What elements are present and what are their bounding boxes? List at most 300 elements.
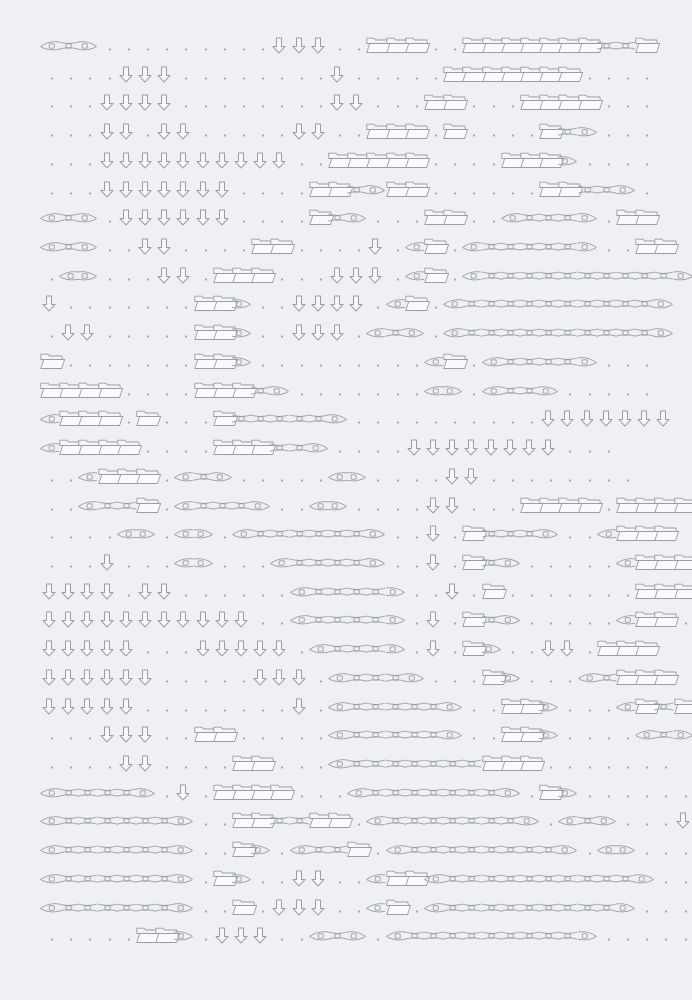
eye-center-icon	[578, 863, 597, 892]
floor-tile	[290, 777, 309, 806]
floor-tile	[270, 461, 289, 490]
floor-tile	[270, 202, 289, 231]
floor-tile	[520, 604, 539, 633]
floor-tile	[616, 777, 635, 806]
floor-tile	[194, 748, 213, 777]
eye-right-icon	[232, 863, 251, 892]
eye-center-icon	[290, 805, 309, 834]
eye-right-icon	[78, 231, 97, 260]
floor-tile	[59, 174, 78, 203]
floor-tile	[155, 748, 174, 777]
floor-tile	[155, 346, 174, 375]
eye-left-icon	[616, 604, 635, 633]
eye-center-icon	[328, 604, 347, 633]
arrow-down-icon	[59, 662, 78, 691]
arrow-down-icon	[539, 633, 558, 662]
folder-icon	[654, 231, 673, 260]
floor-tile	[462, 403, 481, 432]
floor-tile	[78, 748, 97, 777]
arrow-down-icon	[443, 432, 462, 461]
floor-tile	[232, 231, 251, 260]
folder-icon	[616, 633, 635, 662]
floor-tile	[251, 174, 270, 203]
folder-icon	[98, 461, 117, 490]
floor-tile	[635, 174, 654, 203]
eye-center-icon	[635, 317, 654, 346]
folder-icon	[232, 892, 251, 921]
eye-center-icon	[136, 805, 155, 834]
eye-center-icon	[136, 834, 155, 863]
floor-tile	[40, 174, 59, 203]
floor-tile	[328, 231, 347, 260]
floor-tile	[232, 59, 251, 88]
floor-tile	[597, 748, 616, 777]
eye-left-icon	[328, 719, 347, 748]
eye-center-icon	[59, 892, 78, 921]
eye-center-icon	[539, 834, 558, 863]
eye-center-icon	[443, 892, 462, 921]
arrow-down-icon	[194, 174, 213, 203]
eye-center-icon	[520, 317, 539, 346]
eye-center-icon	[405, 834, 424, 863]
floor-tile	[366, 403, 385, 432]
floor-tile	[194, 59, 213, 88]
eye-center-icon	[597, 662, 616, 691]
arrow-down-icon	[40, 604, 59, 633]
floor-tile	[155, 633, 174, 662]
arrow-down-icon	[98, 691, 117, 720]
floor-tile	[270, 719, 289, 748]
floor-tile	[347, 231, 366, 260]
floor-tile	[424, 576, 443, 605]
floor-tile	[501, 633, 520, 662]
floor-tile	[213, 748, 232, 777]
floor-tile	[578, 777, 597, 806]
floor-tile	[366, 87, 385, 116]
arrow-down-icon	[270, 145, 289, 174]
floor-tile	[424, 145, 443, 174]
eye-center-icon	[155, 863, 174, 892]
arrow-down-icon	[309, 892, 328, 921]
floor-tile	[98, 518, 117, 547]
eye-left-icon	[174, 547, 193, 576]
eye-left-icon	[40, 231, 59, 260]
floor-tile	[578, 375, 597, 404]
floor-tile	[328, 863, 347, 892]
floor-tile	[578, 748, 597, 777]
eye-left-icon	[366, 892, 385, 921]
folder-icon	[213, 432, 232, 461]
eye-center-icon	[78, 892, 97, 921]
floor-tile	[424, 288, 443, 317]
eye-center-icon	[558, 317, 577, 346]
floor-tile	[251, 317, 270, 346]
arrow-down-icon	[78, 576, 97, 605]
floor-tile	[462, 116, 481, 145]
floor-tile	[462, 87, 481, 116]
folder-icon	[520, 748, 539, 777]
arrow-down-icon	[59, 576, 78, 605]
arrow-down-icon	[155, 145, 174, 174]
floor-tile	[597, 202, 616, 231]
eye-center-icon	[117, 863, 136, 892]
floor-tile	[78, 174, 97, 203]
eye-left-icon	[174, 518, 193, 547]
eye-left-icon	[443, 317, 462, 346]
floor-tile	[443, 30, 462, 59]
folder-icon	[366, 116, 385, 145]
arrow-down-icon	[405, 432, 424, 461]
arrow-down-icon	[539, 403, 558, 432]
folder-icon	[558, 30, 577, 59]
arrow-down-icon	[40, 288, 59, 317]
floor-tile	[347, 432, 366, 461]
arrow-down-icon	[309, 30, 328, 59]
folder-icon	[674, 490, 692, 519]
floor-tile	[386, 547, 405, 576]
folder-icon	[194, 346, 213, 375]
floor-tile	[213, 691, 232, 720]
eye-center-icon	[347, 576, 366, 605]
folder-icon	[635, 662, 654, 691]
folder-icon	[654, 518, 673, 547]
folder-icon	[213, 375, 232, 404]
floor-tile	[347, 403, 366, 432]
arrow-down-icon	[290, 691, 309, 720]
arrow-down-icon	[98, 174, 117, 203]
floor-tile	[597, 691, 616, 720]
eye-right-icon	[616, 892, 635, 921]
floor-tile	[635, 748, 654, 777]
floor-tile	[59, 719, 78, 748]
eye-left-icon	[386, 834, 405, 863]
floor-tile	[40, 317, 59, 346]
floor-tile	[309, 145, 328, 174]
eye-center-icon	[309, 547, 328, 576]
floor-tile	[98, 346, 117, 375]
arrow-down-icon	[98, 87, 117, 116]
floor-tile	[520, 116, 539, 145]
floor-tile	[194, 834, 213, 863]
folder-icon	[520, 145, 539, 174]
eye-right-icon	[674, 719, 692, 748]
eye-left-icon	[40, 834, 59, 863]
floor-tile	[117, 30, 136, 59]
floor-tile	[251, 346, 270, 375]
arrow-down-icon	[136, 87, 155, 116]
eye-center-icon	[539, 920, 558, 949]
eye-center-icon	[59, 777, 78, 806]
floor-tile	[328, 116, 347, 145]
floor-tile	[251, 691, 270, 720]
eye-center-icon	[309, 834, 328, 863]
eye-center-icon	[270, 432, 289, 461]
eye-right-icon	[270, 375, 289, 404]
arrow-down-icon	[616, 403, 635, 432]
floor-tile	[117, 403, 136, 432]
folder-icon	[501, 691, 520, 720]
eye-center-icon	[520, 518, 539, 547]
eye-right-icon	[654, 288, 673, 317]
eye-center-icon	[98, 892, 117, 921]
eye-center-icon	[117, 777, 136, 806]
eye-right-icon	[136, 777, 155, 806]
floor-tile	[597, 116, 616, 145]
folder-icon	[405, 145, 424, 174]
floor-tile	[290, 87, 309, 116]
floor-tile	[251, 30, 270, 59]
folder-icon	[232, 748, 251, 777]
eye-right-icon	[539, 518, 558, 547]
floor-tile	[270, 260, 289, 289]
eye-center-icon	[558, 231, 577, 260]
floor-tile	[59, 490, 78, 519]
arrow-down-icon	[309, 288, 328, 317]
floor-tile	[386, 490, 405, 519]
eye-left-icon	[40, 403, 59, 432]
eye-center-icon	[501, 834, 520, 863]
eye-center-icon	[482, 260, 501, 289]
eye-center-icon	[462, 805, 481, 834]
floor-tile	[309, 231, 328, 260]
eye-center-icon	[78, 777, 97, 806]
eye-center-icon	[482, 547, 501, 576]
floor-tile	[674, 863, 692, 892]
folder-icon	[405, 863, 424, 892]
floor-tile	[405, 403, 424, 432]
floor-tile	[386, 461, 405, 490]
arrow-down-icon	[654, 403, 673, 432]
floor-tile	[232, 461, 251, 490]
floor-tile	[98, 920, 117, 949]
arrow-down-icon	[155, 202, 174, 231]
floor-tile	[616, 576, 635, 605]
eye-center-icon	[539, 260, 558, 289]
eye-center-icon	[482, 317, 501, 346]
floor-tile	[616, 145, 635, 174]
floor-tile	[578, 145, 597, 174]
floor-tile	[597, 920, 616, 949]
floor-tile	[616, 719, 635, 748]
eye-right-icon	[251, 834, 270, 863]
floor-tile	[462, 691, 481, 720]
eye-center-icon	[347, 518, 366, 547]
eye-center-icon	[578, 174, 597, 203]
eye-center-icon	[616, 863, 635, 892]
arrow-down-icon	[78, 604, 97, 633]
floor-tile	[213, 834, 232, 863]
floor-tile	[386, 202, 405, 231]
arrow-down-icon	[174, 604, 193, 633]
eye-center-icon	[213, 490, 232, 519]
floor-tile	[635, 892, 654, 921]
eye-center-icon	[501, 231, 520, 260]
eye-center-icon	[462, 317, 481, 346]
floor-tile	[443, 604, 462, 633]
eye-left-icon	[405, 231, 424, 260]
floor-tile	[155, 547, 174, 576]
eye-center-icon	[424, 719, 443, 748]
eye-center-icon	[501, 920, 520, 949]
eye-center-icon	[654, 691, 673, 720]
folder-icon	[232, 805, 251, 834]
floor-tile	[443, 145, 462, 174]
floor-tile	[328, 375, 347, 404]
eye-left-icon	[59, 260, 78, 289]
arrow-down-icon	[40, 633, 59, 662]
eye-center-icon	[520, 202, 539, 231]
floor-tile	[482, 174, 501, 203]
floor-tile	[405, 547, 424, 576]
eye-center-icon	[597, 288, 616, 317]
floor-tile	[635, 375, 654, 404]
eye-center-icon	[386, 662, 405, 691]
floor-tile	[635, 87, 654, 116]
folder-icon	[194, 288, 213, 317]
folder-icon	[501, 145, 520, 174]
eye-right-icon	[578, 202, 597, 231]
eye-right-icon	[78, 260, 97, 289]
floor-tile	[501, 461, 520, 490]
folder-icon	[136, 403, 155, 432]
arrow-down-icon	[194, 604, 213, 633]
floor-tile	[366, 375, 385, 404]
eye-right-icon	[194, 547, 213, 576]
arrow-down-icon	[78, 662, 97, 691]
eye-center-icon	[117, 892, 136, 921]
folder-icon	[501, 30, 520, 59]
eye-right-icon	[174, 920, 193, 949]
floor-tile	[251, 87, 270, 116]
folder-icon	[443, 116, 462, 145]
eye-right-icon	[232, 288, 251, 317]
folder-icon	[462, 30, 481, 59]
eye-left-icon	[366, 863, 385, 892]
floor-tile	[117, 920, 136, 949]
eye-center-icon	[597, 892, 616, 921]
arrow-down-icon	[558, 633, 577, 662]
floor-tile	[136, 432, 155, 461]
floor-tile	[578, 432, 597, 461]
floor-tile	[270, 748, 289, 777]
eye-left-icon	[40, 805, 59, 834]
eye-right-icon	[347, 461, 366, 490]
arrow-down-icon	[174, 116, 193, 145]
eye-center-icon	[501, 260, 520, 289]
floor-tile	[443, 662, 462, 691]
floor-tile	[40, 920, 59, 949]
eye-right-icon	[174, 863, 193, 892]
folder-icon	[405, 30, 424, 59]
arrow-down-icon	[59, 691, 78, 720]
floor-tile	[328, 432, 347, 461]
eye-left-icon	[462, 260, 481, 289]
folder-icon	[136, 490, 155, 519]
eye-right-icon	[616, 834, 635, 863]
eye-right-icon	[501, 777, 520, 806]
eye-right-icon	[578, 116, 597, 145]
floor-tile	[270, 920, 289, 949]
floor-tile	[174, 346, 193, 375]
folder-icon	[251, 777, 270, 806]
eye-left-icon	[366, 317, 385, 346]
folder-icon	[213, 403, 232, 432]
folder-icon	[251, 231, 270, 260]
eye-center-icon	[59, 30, 78, 59]
folder-icon	[558, 59, 577, 88]
folder-icon	[654, 662, 673, 691]
folder-icon	[386, 116, 405, 145]
floor-tile	[213, 30, 232, 59]
arrow-down-icon	[194, 145, 213, 174]
floor-tile	[136, 547, 155, 576]
floor-tile	[251, 202, 270, 231]
folder-icon	[501, 59, 520, 88]
floor-tile	[654, 777, 673, 806]
eye-right-icon	[174, 834, 193, 863]
floor-tile	[213, 116, 232, 145]
folder-icon	[136, 920, 155, 949]
eye-center-icon	[558, 863, 577, 892]
folder-icon	[501, 748, 520, 777]
floor-tile	[462, 576, 481, 605]
arrow-down-icon	[117, 145, 136, 174]
eye-left-icon	[40, 777, 59, 806]
eye-left-icon	[328, 748, 347, 777]
folder-icon	[558, 174, 577, 203]
floor-tile	[270, 317, 289, 346]
floor-tile	[232, 202, 251, 231]
floor-tile	[328, 346, 347, 375]
floor-tile	[616, 805, 635, 834]
arrow-down-icon	[597, 403, 616, 432]
folder-icon	[635, 604, 654, 633]
eye-center-icon	[635, 260, 654, 289]
floor-tile	[251, 116, 270, 145]
folder-icon	[366, 145, 385, 174]
floor-tile	[155, 662, 174, 691]
arrow-down-icon	[501, 432, 520, 461]
floor-tile	[136, 691, 155, 720]
arrow-down-icon	[174, 145, 193, 174]
eye-center-icon	[558, 288, 577, 317]
floor-tile	[462, 202, 481, 231]
floor-tile	[366, 834, 385, 863]
eye-left-icon	[232, 518, 251, 547]
eye-center-icon	[155, 892, 174, 921]
folder-icon	[616, 662, 635, 691]
arrow-down-icon	[117, 633, 136, 662]
eye-center-icon	[59, 834, 78, 863]
eye-left-icon	[501, 202, 520, 231]
floor-tile	[136, 116, 155, 145]
floor-tile	[520, 777, 539, 806]
eye-center-icon	[386, 777, 405, 806]
folder-icon	[462, 518, 481, 547]
floor-tile	[309, 87, 328, 116]
floor-tile	[270, 863, 289, 892]
floor-tile	[654, 805, 673, 834]
floor-tile	[405, 202, 424, 231]
arrow-down-icon	[213, 145, 232, 174]
folder-icon	[328, 145, 347, 174]
eye-right-icon	[482, 633, 501, 662]
floor-tile	[578, 576, 597, 605]
eye-center-icon	[78, 805, 97, 834]
floor-tile	[520, 576, 539, 605]
floor-tile	[405, 518, 424, 547]
eye-right-icon	[558, 777, 577, 806]
